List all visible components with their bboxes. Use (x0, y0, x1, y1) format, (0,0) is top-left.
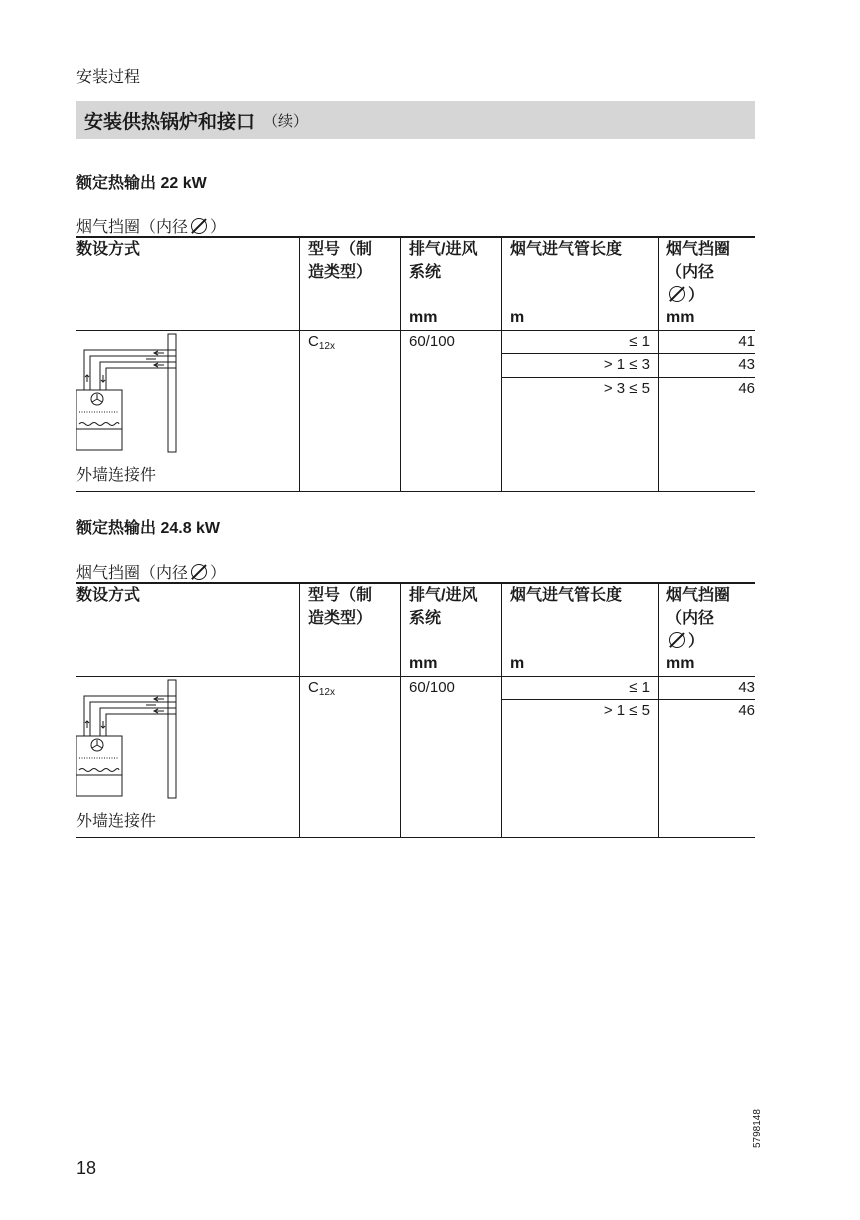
unit-orifice: mm (666, 309, 695, 326)
flue-table-24-8kw (76, 582, 755, 838)
type-letter: C (308, 679, 319, 696)
col-length-header: 烟气进气管长度 (510, 587, 623, 604)
length-value: > 1 ≤ 3 (603, 356, 650, 373)
col-type-header: 型号（制 造类型） (308, 241, 373, 281)
orifice-header-close: ） (688, 287, 705, 304)
col-divider (299, 582, 300, 838)
col-system-header: 排气/进风 系统 (409, 241, 478, 281)
wall-connection-diagram (76, 330, 196, 455)
orifice-value: 43 (738, 356, 755, 373)
caption-close: ） (210, 565, 227, 582)
page-number: 18 (76, 1158, 97, 1178)
length-value: > 1 ≤ 5 (603, 702, 650, 719)
col-installation-header: 数设方式 (76, 241, 141, 258)
type-subscript: 12x (318, 341, 335, 352)
orifice-header-text: 烟气挡圈 （内径 (666, 241, 731, 281)
unit-system: mm (409, 309, 438, 326)
type-letter: C (308, 333, 319, 350)
orifice-value: 43 (738, 679, 755, 696)
row-divider (501, 377, 755, 378)
section-header: 安装过程 (76, 69, 141, 86)
wall-connection-diagram (76, 676, 196, 801)
table2-heading: 额定热输出 24.8 kW (76, 520, 221, 537)
row-divider (501, 699, 755, 700)
orifice-header-text: 烟气挡圈 （内径 (666, 587, 731, 627)
orifice-value: 46 (738, 702, 755, 719)
col-system-header: 排气/进风 系统 (409, 587, 478, 627)
type-subscript: 12x (318, 687, 335, 698)
table2-caption (76, 560, 226, 583)
col-divider (400, 236, 401, 492)
caption-close: ） (210, 219, 227, 236)
table1-caption (76, 214, 226, 237)
diagram-caption: 外墙连接件 (76, 467, 157, 484)
col-orifice-header (666, 238, 730, 307)
col-orifice-header (666, 584, 730, 653)
page-title-continued: （续） (263, 112, 309, 130)
page-title: 安装供热锅炉和接口 (84, 111, 256, 133)
page-title-bar (76, 101, 755, 139)
length-value: > 3 ≤ 5 (603, 380, 650, 397)
length-value: ≤ 1 (629, 333, 650, 350)
unit-length: m (510, 309, 525, 326)
col-divider (299, 236, 300, 492)
unit-length: m (510, 655, 525, 672)
table1-heading: 额定热输出 22 kW (76, 175, 207, 192)
boiler-icon (76, 390, 122, 450)
diameter-symbol-icon (190, 563, 208, 581)
diameter-symbol-icon (668, 285, 686, 303)
unit-system: mm (409, 655, 438, 672)
diameter-symbol-icon (668, 631, 686, 649)
col-type-header: 型号（制 造类型） (308, 587, 373, 627)
system-value: 60/100 (409, 333, 455, 350)
caption-text: 烟气挡圈（内径 (76, 219, 189, 236)
document-number: 5798148 (752, 1109, 763, 1148)
type-value (308, 679, 335, 698)
row-divider (501, 353, 755, 354)
col-installation-header: 数设方式 (76, 587, 141, 604)
flue-table-22kw (76, 236, 755, 492)
col-divider (400, 582, 401, 838)
length-value: ≤ 1 (629, 679, 650, 696)
diagram-caption: 外墙连接件 (76, 813, 157, 830)
diameter-symbol-icon (190, 217, 208, 235)
table-bottom-rule (76, 837, 755, 838)
system-value: 60/100 (409, 679, 455, 696)
orifice-value: 41 (738, 333, 755, 350)
unit-orifice: mm (666, 655, 695, 672)
orifice-value: 46 (738, 380, 755, 397)
caption-text: 烟气挡圈（内径 (76, 565, 189, 582)
table-bottom-rule (76, 491, 755, 492)
boiler-icon (76, 736, 122, 796)
col-length-header: 烟气进气管长度 (510, 241, 623, 258)
type-value (308, 333, 335, 352)
orifice-header-close: ） (688, 633, 705, 650)
